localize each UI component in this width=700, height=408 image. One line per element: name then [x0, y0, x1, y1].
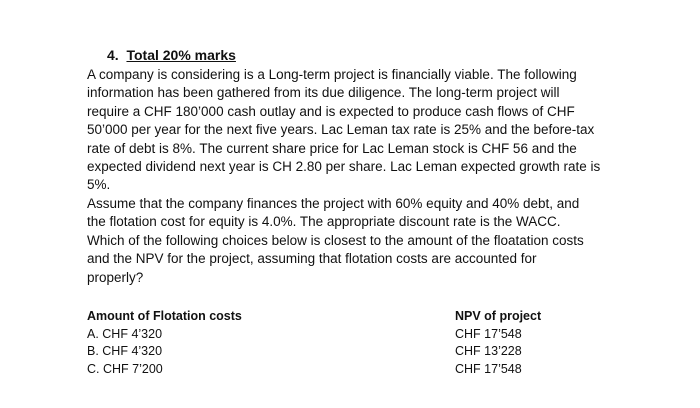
- paragraph-line: rate of debt is 8%. The current share price for Lac Leman stock is CHF 56 and the: [87, 140, 577, 156]
- question-heading: [107, 46, 236, 64]
- paragraph-line: Assume that the company finances the project with 60% equity and 40% debt, and: [87, 196, 580, 211]
- paragraph-line: A company is considering is a Long-term project is financially viable. The following: [87, 67, 577, 82]
- problem-statement: [87, 66, 647, 195]
- assumptions-paragraph: [87, 195, 647, 287]
- choice-a-npv: CHF 17’548: [455, 326, 522, 341]
- npv-column: [455, 308, 541, 378]
- flotation-costs-column: [87, 308, 242, 378]
- choice-a-flotation: A. CHF 4’320: [87, 326, 163, 341]
- paragraph-line: Which of the following choices below is closest to the amount of the floatation costs: [87, 232, 584, 248]
- paragraph-line: information has been gathered from its due diligence. The long-term project will: [87, 85, 560, 101]
- npv-header: NPV of project: [455, 309, 542, 323]
- paragraph-line: expected dividend next year is CH 2.80 per share. Lac Leman expected growth rate is: [87, 159, 601, 175]
- question-title: Total 20% marks: [126, 47, 236, 63]
- choice-c-flotation: C. CHF 7’200: [87, 361, 163, 376]
- paragraph-line: 50’000 per year for the next five years. Lac Leman tax rate is 25% and the before-tax: [87, 122, 595, 138]
- paragraph-line: and the NPV for the project, assuming that flotation costs are accounted for: [87, 251, 537, 267]
- choice-b-npv: CHF 13’228: [455, 344, 522, 358]
- paragraph-line: require a CHF 180’000 cash outlay and is expected to produce cash flows of CHF: [87, 103, 575, 119]
- choice-b-flotation: B. CHF 4’320: [87, 344, 163, 358]
- paragraph-line: the flotation cost for equity is 4.0%. The appropriate discount rate is the WACC.: [87, 214, 561, 230]
- question-number: 4.: [107, 47, 119, 63]
- choice-c-npv: CHF 17’548: [455, 361, 522, 376]
- flotation-costs-header: Amount of Flotation costs: [87, 309, 242, 323]
- paragraph-line: 5%.: [87, 177, 111, 193]
- paragraph-line: properly?: [87, 269, 144, 285]
